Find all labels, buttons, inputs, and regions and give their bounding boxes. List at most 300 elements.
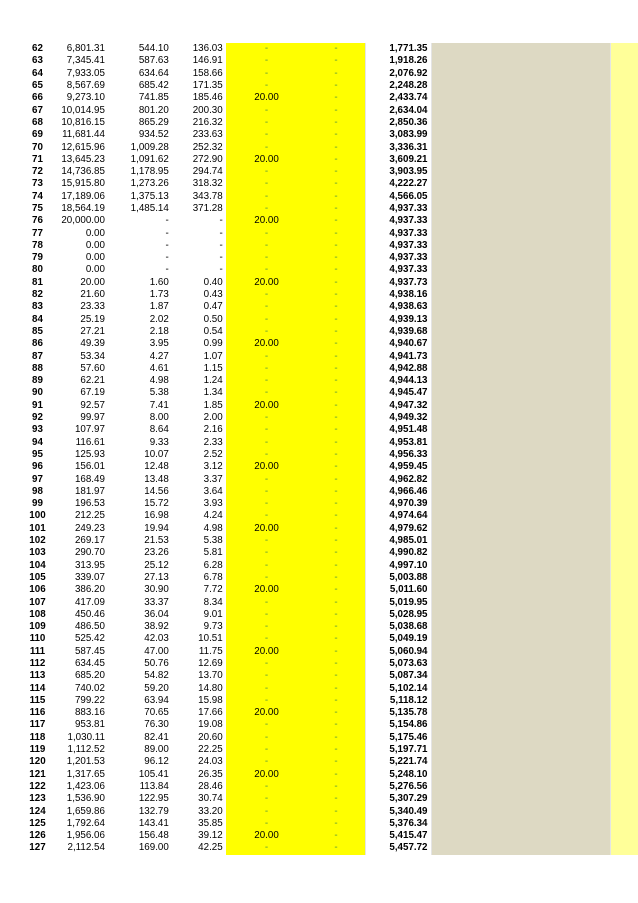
running-total: 4,959.45	[365, 461, 431, 473]
value-col-c: 216.32	[192, 116, 223, 128]
highlight-blank-cell	[610, 178, 638, 190]
highlight-blank-cell	[610, 191, 638, 203]
value-col-e: -	[307, 584, 365, 596]
row-index: 106	[29, 584, 46, 596]
value-col-d: 20.00	[226, 646, 308, 658]
value-col-e: -	[307, 240, 365, 252]
shaded-blank-cell	[431, 646, 610, 658]
running-total: 2,433.74	[365, 92, 431, 104]
value-col-e: -	[307, 252, 365, 264]
value-col-b: 1.60	[149, 276, 169, 288]
value-col-e: -	[307, 523, 365, 535]
table-row	[24, 92, 638, 104]
value-col-c: 42.25	[198, 842, 223, 854]
shaded-blank-cell	[431, 769, 610, 781]
value-col-a: 417.09	[74, 596, 105, 608]
highlight-blank-cell	[610, 80, 638, 92]
shaded-blank-cell	[431, 805, 610, 817]
value-col-c: 0.47	[203, 301, 223, 313]
table-row	[24, 486, 638, 498]
value-col-a: 23.33	[80, 301, 105, 313]
value-col-a: 450.46	[74, 608, 105, 620]
value-col-a: 7,933.05	[66, 67, 105, 79]
running-total: 5,457.72	[365, 842, 431, 854]
row-index: 98	[32, 485, 43, 497]
value-col-d: -	[226, 326, 308, 338]
value-col-a: 1,201.53	[66, 756, 105, 768]
shaded-blank-cell	[431, 535, 610, 547]
value-col-a: 525.42	[74, 633, 105, 645]
running-total: 5,060.94	[365, 646, 431, 658]
table-row	[24, 523, 638, 535]
value-col-a: 181.97	[74, 485, 105, 497]
shaded-blank-cell	[431, 609, 610, 621]
value-col-d: -	[226, 473, 308, 485]
value-col-b: 16.98	[144, 510, 169, 522]
shaded-blank-cell	[431, 523, 610, 535]
value-col-d: -	[226, 240, 308, 252]
shaded-blank-cell	[431, 547, 610, 559]
value-col-a: 0.00	[85, 239, 105, 251]
value-col-d: -	[226, 781, 308, 793]
shaded-blank-cell	[431, 400, 610, 412]
running-total: 5,307.29	[365, 793, 431, 805]
highlight-blank-cell	[610, 818, 638, 830]
value-col-e: -	[307, 264, 365, 276]
value-col-b: 156.48	[138, 830, 169, 842]
value-col-c: 0.43	[203, 289, 223, 301]
value-col-b: 76.30	[144, 719, 169, 731]
highlight-blank-cell	[610, 203, 638, 215]
highlight-blank-cell	[610, 326, 638, 338]
highlight-blank-cell	[610, 461, 638, 473]
table-row	[24, 166, 638, 178]
row-index: 114	[29, 682, 46, 694]
value-col-e: -	[307, 547, 365, 559]
value-col-a: 249.23	[74, 522, 105, 534]
table-row	[24, 154, 638, 166]
value-col-a: 313.95	[74, 559, 105, 571]
value-col-b: 30.90	[144, 584, 169, 596]
value-col-a: 1,423.06	[66, 780, 105, 792]
highlight-blank-cell	[610, 584, 638, 596]
value-col-b: 544.10	[138, 43, 169, 55]
value-col-d: -	[226, 178, 308, 190]
highlight-blank-cell	[610, 117, 638, 129]
value-col-b: 47.00	[144, 645, 169, 657]
value-col-e: -	[307, 141, 365, 153]
value-col-b: 2.18	[149, 325, 169, 337]
value-col-a: 168.49	[74, 473, 105, 485]
value-col-e: -	[307, 818, 365, 830]
row-index: 126	[29, 830, 46, 842]
highlight-blank-cell	[610, 842, 638, 854]
value-col-c: 6.78	[203, 571, 223, 583]
row-index: 64	[32, 67, 43, 79]
table-row	[24, 203, 638, 215]
value-col-b: 1,091.62	[130, 153, 169, 165]
value-col-a: 290.70	[74, 547, 105, 559]
highlight-blank-cell	[610, 805, 638, 817]
value-col-d: -	[226, 191, 308, 203]
shaded-blank-cell	[431, 584, 610, 596]
highlight-blank-cell	[610, 559, 638, 571]
value-col-a: 14,736.85	[61, 166, 105, 178]
value-col-b: -	[165, 215, 169, 227]
value-col-c: 3.93	[203, 498, 223, 510]
value-col-b: 25.12	[144, 559, 169, 571]
row-index: 68	[32, 116, 43, 128]
shaded-blank-cell	[431, 314, 610, 326]
value-col-d: -	[226, 43, 308, 55]
table-row	[24, 264, 638, 276]
table-row	[24, 363, 638, 375]
value-col-d: -	[226, 682, 308, 694]
value-col-d: -	[226, 498, 308, 510]
shaded-blank-cell	[431, 424, 610, 436]
running-total: 4,940.67	[365, 338, 431, 350]
value-col-b: 143.41	[138, 817, 169, 829]
shaded-blank-cell	[431, 326, 610, 338]
value-col-b: 50.76	[144, 657, 169, 669]
highlight-blank-cell	[610, 314, 638, 326]
shaded-blank-cell	[431, 449, 610, 461]
running-total: 4,953.81	[365, 437, 431, 449]
shaded-blank-cell	[431, 818, 610, 830]
value-col-e: -	[307, 461, 365, 473]
value-col-e: -	[307, 191, 365, 203]
running-total: 4,938.63	[365, 301, 431, 313]
row-index: 118	[29, 731, 46, 743]
shaded-blank-cell	[431, 732, 610, 744]
running-total: 4,937.33	[365, 215, 431, 227]
running-total: 4,937.73	[365, 277, 431, 289]
value-col-a: 11,681.44	[62, 129, 105, 141]
row-index: 117	[29, 719, 46, 731]
value-col-e: -	[307, 277, 365, 289]
running-total: 5,087.34	[365, 670, 431, 682]
value-col-c: 4.98	[203, 522, 223, 534]
value-col-e: -	[307, 805, 365, 817]
value-col-b: 934.52	[138, 129, 169, 141]
value-col-e: -	[307, 670, 365, 682]
row-index: 85	[32, 325, 43, 337]
value-col-e: -	[307, 830, 365, 842]
row-index: 127	[29, 842, 46, 854]
value-col-d: 20.00	[226, 584, 308, 596]
running-total: 4,985.01	[365, 535, 431, 547]
value-col-b: 7.41	[149, 399, 169, 411]
value-col-b: 1.73	[149, 289, 169, 301]
value-col-c: 2.16	[203, 424, 223, 436]
value-col-e: -	[307, 842, 365, 854]
highlight-blank-cell	[610, 289, 638, 301]
highlight-blank-cell	[610, 830, 638, 842]
value-col-d: -	[226, 375, 308, 387]
highlight-blank-cell	[610, 387, 638, 399]
shaded-blank-cell	[431, 363, 610, 375]
value-col-b: -	[165, 227, 169, 239]
value-col-c: -	[219, 227, 223, 239]
value-col-d: -	[226, 424, 308, 436]
value-col-d: -	[226, 805, 308, 817]
value-col-b: 685.42	[138, 80, 169, 92]
value-col-e: -	[307, 326, 365, 338]
row-index: 88	[32, 362, 43, 374]
shaded-blank-cell	[431, 695, 610, 707]
shaded-blank-cell	[431, 252, 610, 264]
value-col-d: 20.00	[226, 461, 308, 473]
running-total: 5,340.49	[365, 805, 431, 817]
shaded-blank-cell	[431, 141, 610, 153]
value-col-d: -	[226, 633, 308, 645]
highlight-blank-cell	[610, 498, 638, 510]
table-row	[24, 818, 638, 830]
value-col-b: 59.20	[144, 682, 169, 694]
shaded-blank-cell	[431, 55, 610, 67]
value-col-e: -	[307, 658, 365, 670]
running-total: 5,028.95	[365, 609, 431, 621]
highlight-blank-cell	[610, 437, 638, 449]
value-col-a: 0.00	[85, 252, 105, 264]
running-total: 4,970.39	[365, 498, 431, 510]
value-col-b: 587.63	[138, 55, 169, 67]
running-total: 5,248.10	[365, 769, 431, 781]
table-row	[24, 547, 638, 559]
value-col-c: 2.00	[203, 412, 223, 424]
value-col-c: 30.74	[198, 793, 223, 805]
value-col-e: -	[307, 387, 365, 399]
value-col-b: 801.20	[138, 104, 169, 116]
value-col-d: -	[226, 658, 308, 670]
value-col-b: 169.00	[138, 842, 169, 854]
running-total: 4,566.05	[365, 191, 431, 203]
value-col-d: -	[226, 609, 308, 621]
value-col-c: 294.74	[192, 166, 223, 178]
value-col-e: -	[307, 781, 365, 793]
value-col-d: -	[226, 289, 308, 301]
value-col-b: -	[165, 252, 169, 264]
value-col-b: 42.03	[144, 633, 169, 645]
shaded-blank-cell	[431, 682, 610, 694]
table-row	[24, 104, 638, 116]
table-row	[24, 338, 638, 350]
value-col-d: -	[226, 535, 308, 547]
value-col-a: 953.81	[74, 719, 105, 731]
shaded-blank-cell	[431, 350, 610, 362]
value-col-a: 20.00	[80, 276, 105, 288]
table-row	[24, 387, 638, 399]
shaded-blank-cell	[431, 289, 610, 301]
table-row	[24, 621, 638, 633]
row-index: 107	[29, 596, 46, 608]
value-col-c: 0.99	[203, 338, 223, 350]
value-col-d: -	[226, 129, 308, 141]
value-col-d: -	[226, 203, 308, 215]
highlight-blank-cell	[610, 449, 638, 461]
value-col-c: 9.01	[203, 608, 223, 620]
value-col-b: 13.48	[144, 473, 169, 485]
value-col-e: -	[307, 166, 365, 178]
row-index: 112	[29, 657, 46, 669]
running-total: 5,073.63	[365, 658, 431, 670]
value-col-d: -	[226, 793, 308, 805]
value-col-d: -	[226, 387, 308, 399]
spreadsheet-table	[24, 43, 638, 855]
table-row	[24, 350, 638, 362]
running-total: 2,850.36	[365, 117, 431, 129]
highlight-blank-cell	[610, 781, 638, 793]
highlight-blank-cell	[610, 215, 638, 227]
table-row	[24, 412, 638, 424]
table-row	[24, 277, 638, 289]
highlight-blank-cell	[610, 658, 638, 670]
value-col-d: -	[226, 842, 308, 854]
row-index: 90	[32, 387, 43, 399]
value-col-c: 0.54	[203, 325, 223, 337]
value-col-e: -	[307, 633, 365, 645]
value-col-a: 53.34	[80, 350, 105, 362]
row-index: 125	[29, 817, 46, 829]
running-total: 4,951.48	[365, 424, 431, 436]
table-row	[24, 461, 638, 473]
value-col-c: 1.85	[203, 399, 223, 411]
value-col-b: 89.00	[144, 744, 169, 756]
value-col-c: -	[219, 215, 223, 227]
value-col-e: -	[307, 363, 365, 375]
value-col-d: -	[226, 55, 308, 67]
highlight-blank-cell	[610, 621, 638, 633]
table-row	[24, 498, 638, 510]
value-col-c: 5.38	[203, 535, 223, 547]
value-col-c: 371.28	[192, 203, 223, 214]
value-col-b: 23.26	[144, 547, 169, 559]
value-col-a: 18,564.19	[61, 203, 105, 214]
table-row	[24, 719, 638, 731]
shaded-blank-cell	[431, 793, 610, 805]
value-col-a: 0.00	[85, 227, 105, 239]
table-row	[24, 314, 638, 326]
value-col-b: 1,009.28	[130, 141, 169, 153]
value-col-c: 24.03	[198, 756, 223, 768]
value-col-d: 20.00	[226, 769, 308, 781]
row-index: 87	[32, 350, 43, 362]
value-col-b: 10.07	[144, 448, 169, 460]
running-total: 4,944.13	[365, 375, 431, 387]
row-index: 73	[32, 178, 43, 190]
shaded-blank-cell	[431, 498, 610, 510]
value-col-a: 212.25	[74, 510, 105, 522]
running-total: 4,949.32	[365, 412, 431, 424]
row-index: 72	[32, 166, 43, 178]
running-total: 3,083.99	[365, 129, 431, 141]
highlight-blank-cell	[610, 129, 638, 141]
value-col-b: 4.98	[149, 375, 169, 387]
highlight-blank-cell	[610, 473, 638, 485]
value-col-d: -	[226, 572, 308, 584]
value-col-e: -	[307, 117, 365, 129]
highlight-blank-cell	[610, 535, 638, 547]
running-total: 4,222.27	[365, 178, 431, 190]
value-col-e: -	[307, 92, 365, 104]
shaded-blank-cell	[431, 375, 610, 387]
running-total: 5,221.74	[365, 756, 431, 768]
value-col-e: -	[307, 338, 365, 350]
value-col-a: 486.50	[74, 621, 105, 633]
table-row	[24, 400, 638, 412]
running-total: 5,276.56	[365, 781, 431, 793]
row-index: 104	[29, 559, 46, 571]
highlight-blank-cell	[610, 670, 638, 682]
value-col-e: -	[307, 154, 365, 166]
value-col-e: -	[307, 203, 365, 215]
table-row	[24, 375, 638, 387]
value-col-c: 0.50	[203, 313, 223, 325]
row-index: 122	[29, 780, 46, 792]
value-col-a: 67.19	[80, 387, 105, 399]
highlight-blank-cell	[610, 400, 638, 412]
value-col-a: 13,645.23	[61, 153, 105, 165]
row-index: 111	[29, 645, 46, 657]
highlight-blank-cell	[610, 92, 638, 104]
value-col-b: 1,273.26	[130, 178, 169, 190]
value-col-c: 10.51	[198, 633, 223, 645]
table-row	[24, 707, 638, 719]
value-col-e: -	[307, 412, 365, 424]
value-col-e: -	[307, 400, 365, 412]
value-col-d: -	[226, 621, 308, 633]
shaded-blank-cell	[431, 719, 610, 731]
value-col-a: 0.00	[85, 264, 105, 276]
value-col-b: 96.12	[144, 756, 169, 768]
value-col-d: -	[226, 670, 308, 682]
shaded-blank-cell	[431, 227, 610, 239]
highlight-blank-cell	[610, 547, 638, 559]
shaded-blank-cell	[431, 707, 610, 719]
row-index: 92	[32, 412, 43, 424]
running-total: 4,937.33	[365, 264, 431, 276]
running-total: 4,962.82	[365, 473, 431, 485]
highlight-blank-cell	[610, 572, 638, 584]
value-col-a: 1,317.65	[66, 768, 105, 780]
value-col-c: 7.72	[203, 584, 223, 596]
value-col-c: 17.66	[198, 707, 223, 719]
row-index: 110	[29, 633, 46, 645]
value-col-a: 116.61	[75, 436, 105, 448]
value-col-a: 1,956.06	[66, 830, 105, 842]
value-col-a: 2,112.54	[67, 842, 105, 854]
table-row	[24, 559, 638, 571]
running-total: 4,939.68	[365, 326, 431, 338]
running-total: 1,918.26	[365, 55, 431, 67]
highlight-blank-cell	[610, 104, 638, 116]
value-col-a: 1,536.90	[66, 793, 105, 805]
row-index: 99	[32, 498, 43, 510]
value-col-d: 20.00	[226, 338, 308, 350]
table-row	[24, 633, 638, 645]
table-row	[24, 55, 638, 67]
value-col-a: 107.97	[74, 424, 105, 436]
value-col-a: 339.07	[74, 571, 105, 583]
row-index: 78	[32, 239, 43, 251]
value-col-b: 54.82	[144, 670, 169, 682]
value-col-a: 125.93	[74, 448, 105, 460]
value-col-d: 20.00	[226, 154, 308, 166]
running-total: 4,937.33	[365, 227, 431, 239]
value-col-c: 158.66	[192, 67, 223, 79]
value-col-b: 36.04	[144, 608, 169, 620]
shaded-blank-cell	[431, 301, 610, 313]
